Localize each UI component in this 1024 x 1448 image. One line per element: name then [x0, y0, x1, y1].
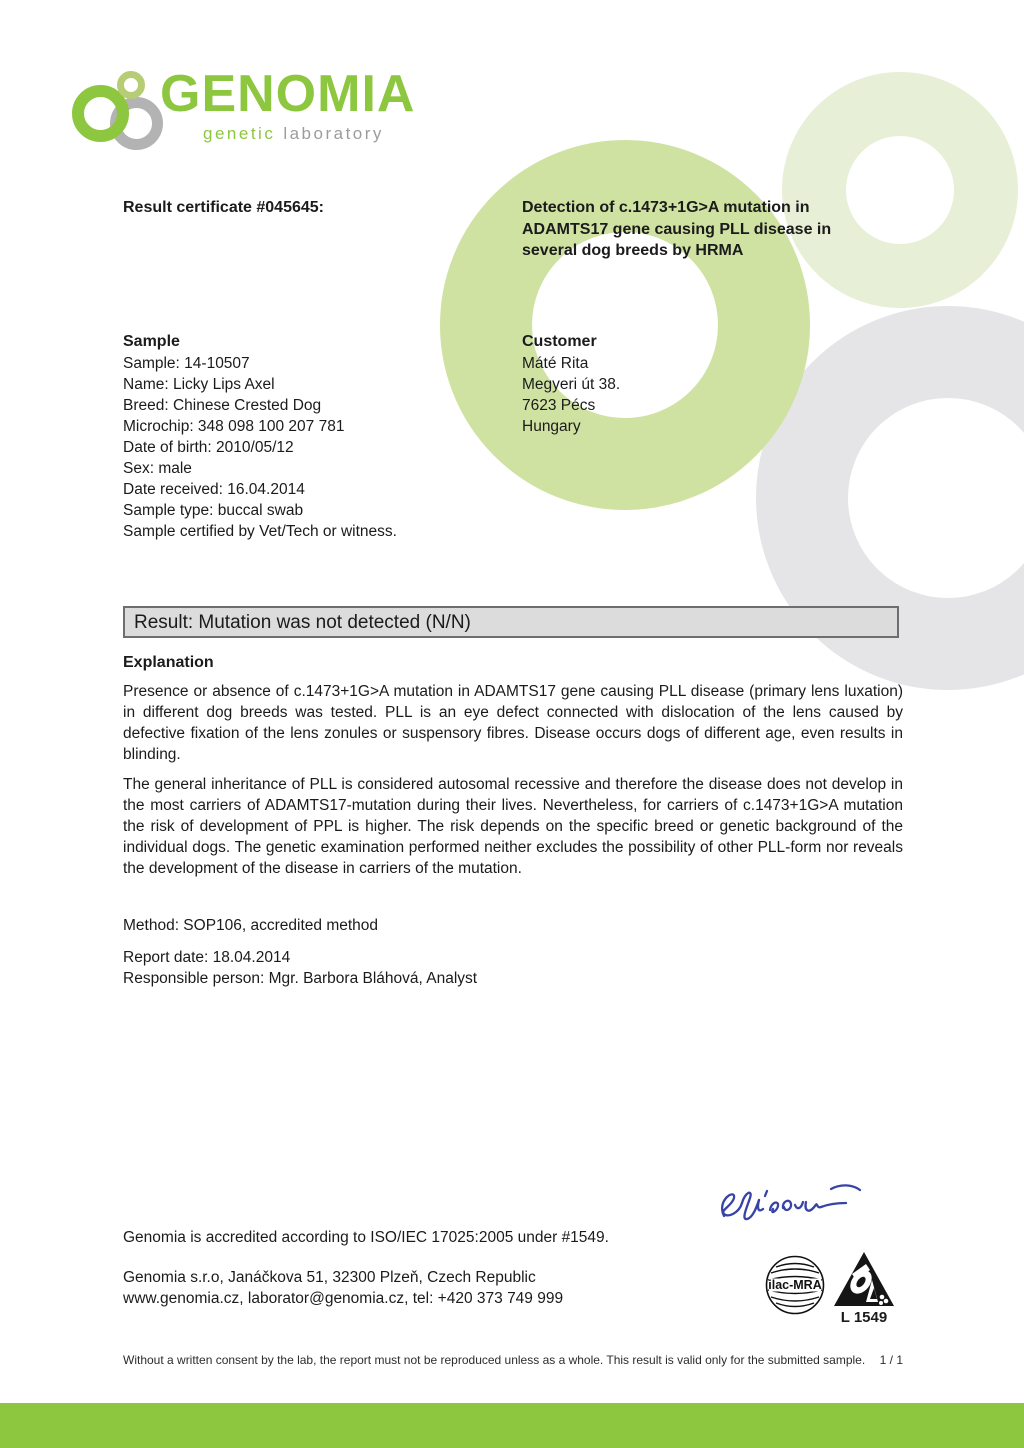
svg-text:ilac-MRA: ilac-MRA [768, 1278, 822, 1292]
customer-heading: Customer [522, 333, 597, 350]
sample-name-line: Name: Licky Lips Axel [123, 376, 275, 393]
sample-birth-line: Date of birth: 2010/05/12 [123, 439, 294, 456]
background-ring-pale-green [782, 72, 1018, 308]
logo-tagline-genetic: genetic [203, 124, 276, 143]
footer [123, 1353, 903, 1367]
sample-type-line: Sample type: buccal swab [123, 502, 304, 519]
lab-contact-line: www.genomia.cz, laborator@genomia.cz, tel: +420 373 749 999 [123, 1290, 564, 1307]
sample-received-line: Date received: 16.04.2014 [123, 481, 305, 498]
ilac-mra-logo-icon [764, 1254, 826, 1316]
sample-sex-line: Sex: male [123, 460, 192, 477]
customer-country-line: Hungary [522, 418, 581, 435]
sample-certified-line: Sample certified by Vet/Tech or witness. [123, 523, 397, 540]
footer-page-number: 1 / 1 [879, 1353, 903, 1367]
certificate-number-label: Result certificate #045645: [123, 199, 324, 216]
sample-section [123, 331, 503, 542]
logo-wordmark: GENOMIA [160, 65, 416, 123]
footer-disclaimer: Without a written consent by the lab, the report must not be reproduced unless as a whole. This result is valid only for the submitted sample. [123, 1353, 866, 1367]
test-title: Detection of c.1473+1G>A mutation in ADAMTS17 gene causing PLL disease in several dog breeds by HRMA [522, 199, 832, 259]
sample-microchip-line: Microchip: 348 098 100 207 781 [123, 418, 345, 435]
bottom-green-bar [0, 1403, 1024, 1448]
cai-accreditation-logo-icon [832, 1250, 896, 1308]
logo-tagline [203, 124, 384, 144]
lab-address-line: Genomia s.r.o, Janáčkova 51, 32300 Plzeň, Czech Republic [123, 1269, 536, 1286]
customer-city-line: 7623 Pécs [522, 397, 596, 414]
sample-breed-line: Breed: Chinese Crested Dog [123, 397, 322, 414]
sample-heading: Sample [123, 333, 180, 350]
customer-details [522, 353, 822, 437]
sample-id-line: Sample: 14-10507 [123, 355, 250, 372]
responsible-person-line: Responsible person: Mgr. Barbora Bláhová, Analyst [123, 970, 478, 987]
logo-ring-small-icon [117, 71, 145, 99]
explanation-heading: Explanation [123, 654, 214, 671]
logo-tagline-laboratory: laboratory [283, 124, 384, 143]
signature-handwriting [712, 1180, 872, 1230]
explanation-paragraph-1: Presence or absence of c.1473+1G>A mutation in ADAMTS17 gene causing PLL disease (primary lens luxation) in different dog breeds was tested. PLL is an eye defect connected with dislocation of the lens caused by defective fixation of the lens zonules or suspensory fibres. Disease occurs dogs of different age, even results in blinding. [123, 683, 903, 763]
report-date-line: Report date: 18.04.2014 [123, 949, 291, 966]
result-box: Result: Mutation was not detected (N/N) [123, 606, 899, 638]
cai-accreditation-number: L 1549 [840, 1309, 888, 1326]
customer-street-line: Megyeri út 38. [522, 376, 621, 393]
method-line: Method: SOP106, accredited method [123, 917, 379, 934]
customer-section [522, 331, 822, 437]
customer-name-line: Máté Rita [522, 355, 589, 372]
explanation-paragraph-2: The general inheritance of PLL is considered autosomal recessive and therefore the disease does not develop in the most carriers of ADAMTS17-mutation during their lives. Nevertheless, for carriers of c.1473+1G>A mutation the risk of development of PPL is higher. The risk depends on the specific breed or genetic background of the individual dogs. The genetic examination performed neither excludes the possibility of other PLL-form nor reveals the development of the disease in carriers of the mutation. [123, 776, 903, 877]
sample-details [123, 353, 503, 542]
accreditation-statement: Genomia is accredited according to ISO/IEC 17025:2005 under #1549. [123, 1229, 609, 1246]
